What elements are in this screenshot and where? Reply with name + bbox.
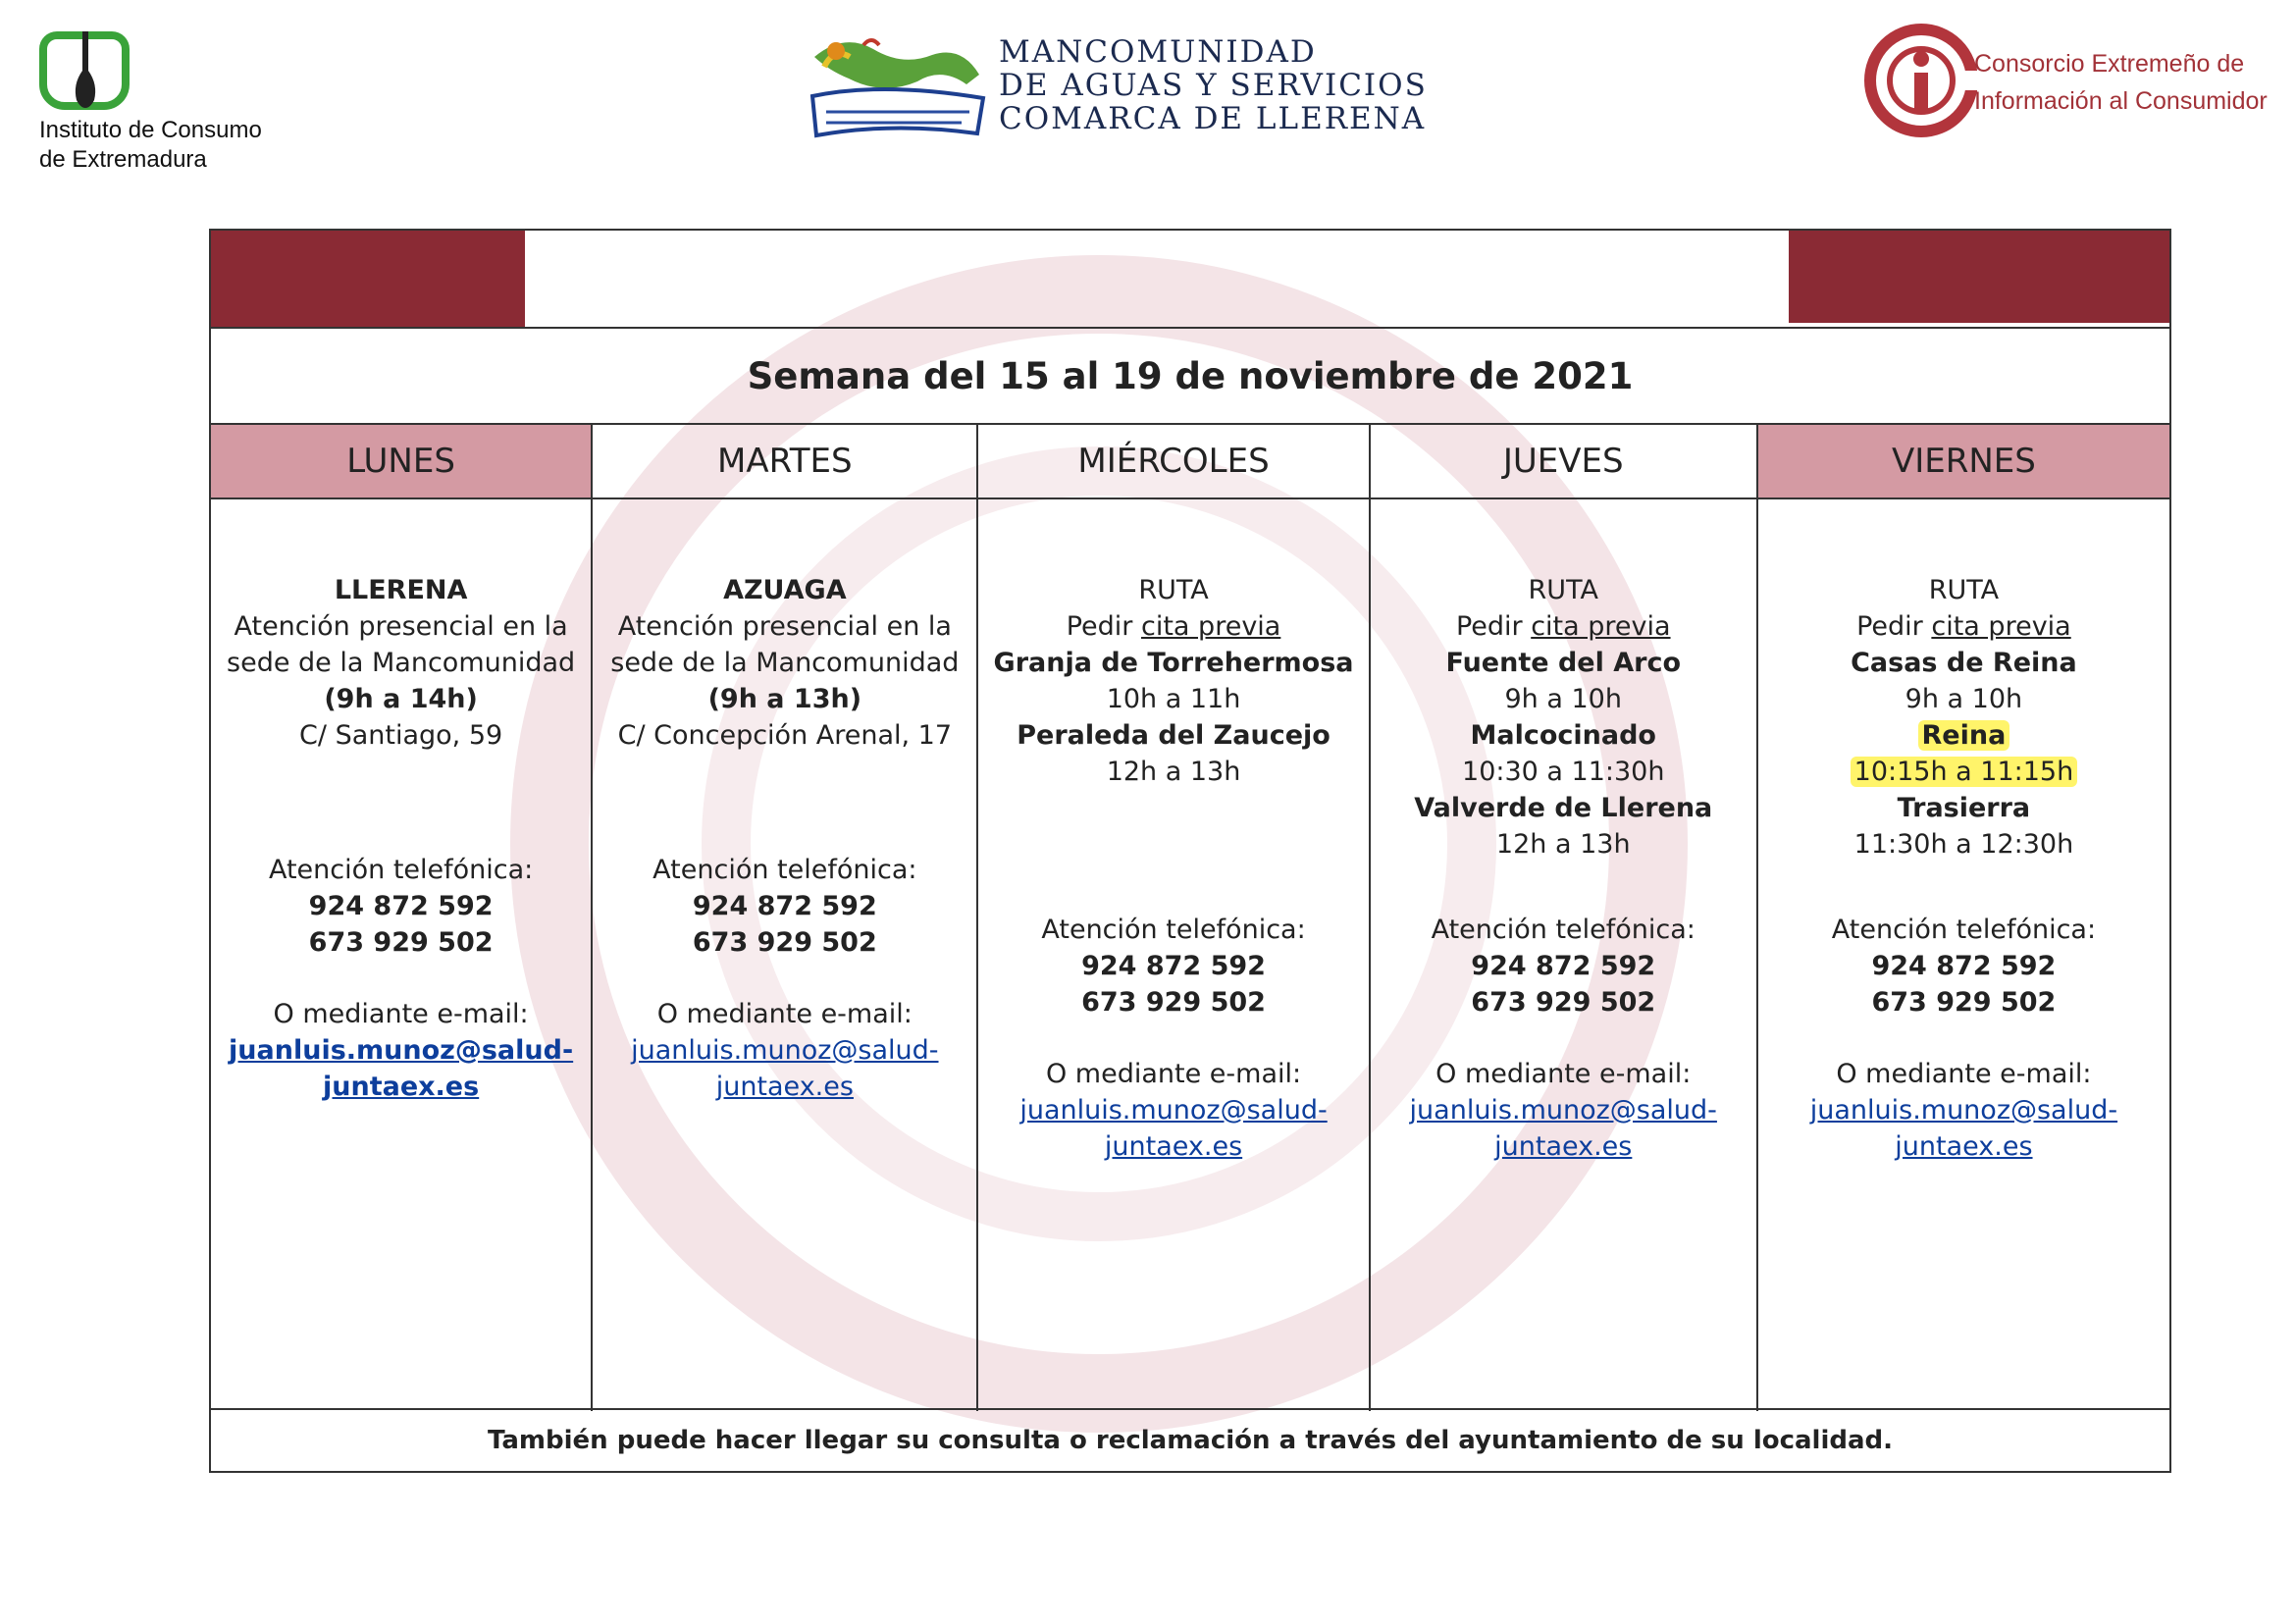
mancomunidad-emblem-icon [805,27,991,145]
center-logo-line-3: COMARCA DE LLERENA [999,101,1427,136]
phone-number-2: 673 929 502 [1471,987,1656,1018]
logo-mancomunidad [805,27,1428,145]
header-band-right [1789,231,2169,323]
day-columns [211,425,2169,1411]
email-link-line-1[interactable]: juanluis.munoz@salud- [229,1035,574,1066]
stop-time: 10:30 a 11:30h [1462,757,1665,787]
stop-time: 12h a 13h [1106,757,1241,787]
stop-time: 11:30h a 12:30h [1853,829,2074,860]
phone-label: Atención telefónica: [652,855,917,885]
stop-town: Granja de Torrehermosa [993,648,1354,678]
stop-time: 9h a 10h [1905,684,2023,714]
appointment-line [1768,608,2160,645]
phone-label: Atención telefónica: [1831,915,2097,945]
email-link-line-2[interactable]: juntaex.es [715,1072,854,1102]
day-column-miercoles [978,425,1370,1411]
day-column-lunes [211,425,593,1411]
day-header-jueves: JUEVES [1371,425,1756,499]
left-logo-line-2: de Extremadura [39,146,207,173]
email-label: O mediante e-mail: [1836,1059,2092,1089]
phone-number-2: 673 929 502 [692,927,877,958]
left-logo-line-1: Instituto de Consumo [39,117,262,143]
appointment-prefix: Pedir [1066,611,1133,642]
phone-number-1: 924 872 592 [1471,951,1656,981]
phone-number-1: 924 872 592 [1081,951,1266,981]
appointment-link[interactable]: cita previa [1141,611,1281,642]
email-link-line-1[interactable]: juanluis.munoz@salud- [1809,1095,2118,1126]
right-logo-line-1: Consorcio Extremeño de [1974,50,2245,78]
stop-town: Peraleda del Zaucejo [1017,720,1331,751]
office-address: C/ Concepción Arenal, 17 [617,720,953,751]
week-title: Semana del 15 al 19 de noviembre de 2021 [747,354,1634,397]
day-header-viernes: VIERNES [1758,425,2169,499]
email-link-line-2[interactable]: juntaex.es [1895,1131,2033,1162]
office-hours: (9h a 13h) [707,684,862,714]
email-link-line-1[interactable]: juanluis.munoz@salud- [631,1035,939,1066]
email-link-line-1[interactable]: juanluis.munoz@salud- [1409,1095,1717,1126]
center-logo-line-2: DE AGUAS Y SERVICIOS [999,68,1428,103]
day-column-jueves [1371,425,1758,1411]
route-label: RUTA [1928,575,2000,605]
phone-number-2: 673 929 502 [1871,987,2057,1018]
appointment-link[interactable]: cita previa [1531,611,1671,642]
phone-label: Atención telefónica: [1041,915,1306,945]
day-column-viernes [1758,425,2169,1411]
stop-time: 9h a 10h [1504,684,1622,714]
attention-line-2: sede de la Mancomunidad [227,648,576,678]
office-name: LLERENA [334,575,468,605]
day-column-martes [593,425,978,1411]
email-label: O mediante e-mail: [1435,1059,1692,1089]
email-link-line-2[interactable]: juntaex.es [323,1072,480,1102]
phone-number-1: 924 872 592 [308,891,494,921]
office-name: AZUAGA [723,575,847,605]
week-title-row [211,327,2169,425]
header-band-left [211,231,525,327]
appointment-link[interactable]: cita previa [1931,611,2071,642]
phone-label: Atención telefónica: [1431,915,1696,945]
office-hours: (9h a 14h) [324,684,478,714]
stop-town: Trasierra [1897,793,2031,823]
logo-instituto-consumo [39,29,334,175]
email-label: O mediante e-mail: [1045,1059,1302,1089]
route-label: RUTA [1138,575,1209,605]
stop-town: Valverde de Llerena [1414,793,1713,823]
office-address: C/ Santiago, 59 [299,720,503,751]
phone-number-1: 924 872 592 [692,891,877,921]
stop-town: Malcocinado [1470,720,1656,751]
center-logo-line-1: MANCOMUNIDAD [999,34,1317,70]
stop-time: 12h a 13h [1495,829,1631,860]
day-header-miercoles: MIÉRCOLES [978,425,1368,499]
stop-town: Casas de Reina [1851,648,2077,678]
email-label: O mediante e-mail: [656,999,913,1029]
email-link-line-2[interactable]: juntaex.es [1104,1131,1243,1162]
appointment-prefix: Pedir [1856,611,1923,642]
stop-time: 10h a 11h [1106,684,1241,714]
appointment-line [1381,608,1747,645]
attention-line-1: Atención presencial en la [617,611,952,642]
right-logo-line-2: Información al Consumidor [1974,87,2268,115]
consorcio-emblem-icon [1862,22,1980,139]
route-label: RUTA [1528,575,1598,605]
instituto-consumo-emblem-icon [39,29,130,110]
email-label: O mediante e-mail: [273,999,529,1029]
appointment-prefix: Pedir [1455,611,1523,642]
phone-number-2: 673 929 502 [308,927,494,958]
stop-time-highlighted: 10:15h a 11:15h [1851,757,2078,787]
email-link-line-2[interactable]: juntaex.es [1494,1131,1633,1162]
schedule-table [209,229,2171,1473]
day-header-lunes: LUNES [211,425,591,499]
stop-town-highlighted: Reina [1918,720,2010,751]
appointment-line [988,608,1358,645]
attention-line-2: sede de la Mancomunidad [610,648,960,678]
logo-consorcio [1854,22,2286,149]
day-header-martes: MARTES [593,425,976,499]
attention-line-1: Atención presencial en la [234,611,568,642]
phone-number-1: 924 872 592 [1871,951,2057,981]
phone-number-2: 673 929 502 [1081,987,1266,1018]
email-link-line-1[interactable]: juanluis.munoz@salud- [1019,1095,1328,1126]
stop-town: Fuente del Arco [1445,648,1682,678]
phone-label: Atención telefónica: [268,855,534,885]
footer-note: También puede hacer llegar su consulta o reclamación a través del ayuntamiento de su localidad. [211,1408,2169,1471]
